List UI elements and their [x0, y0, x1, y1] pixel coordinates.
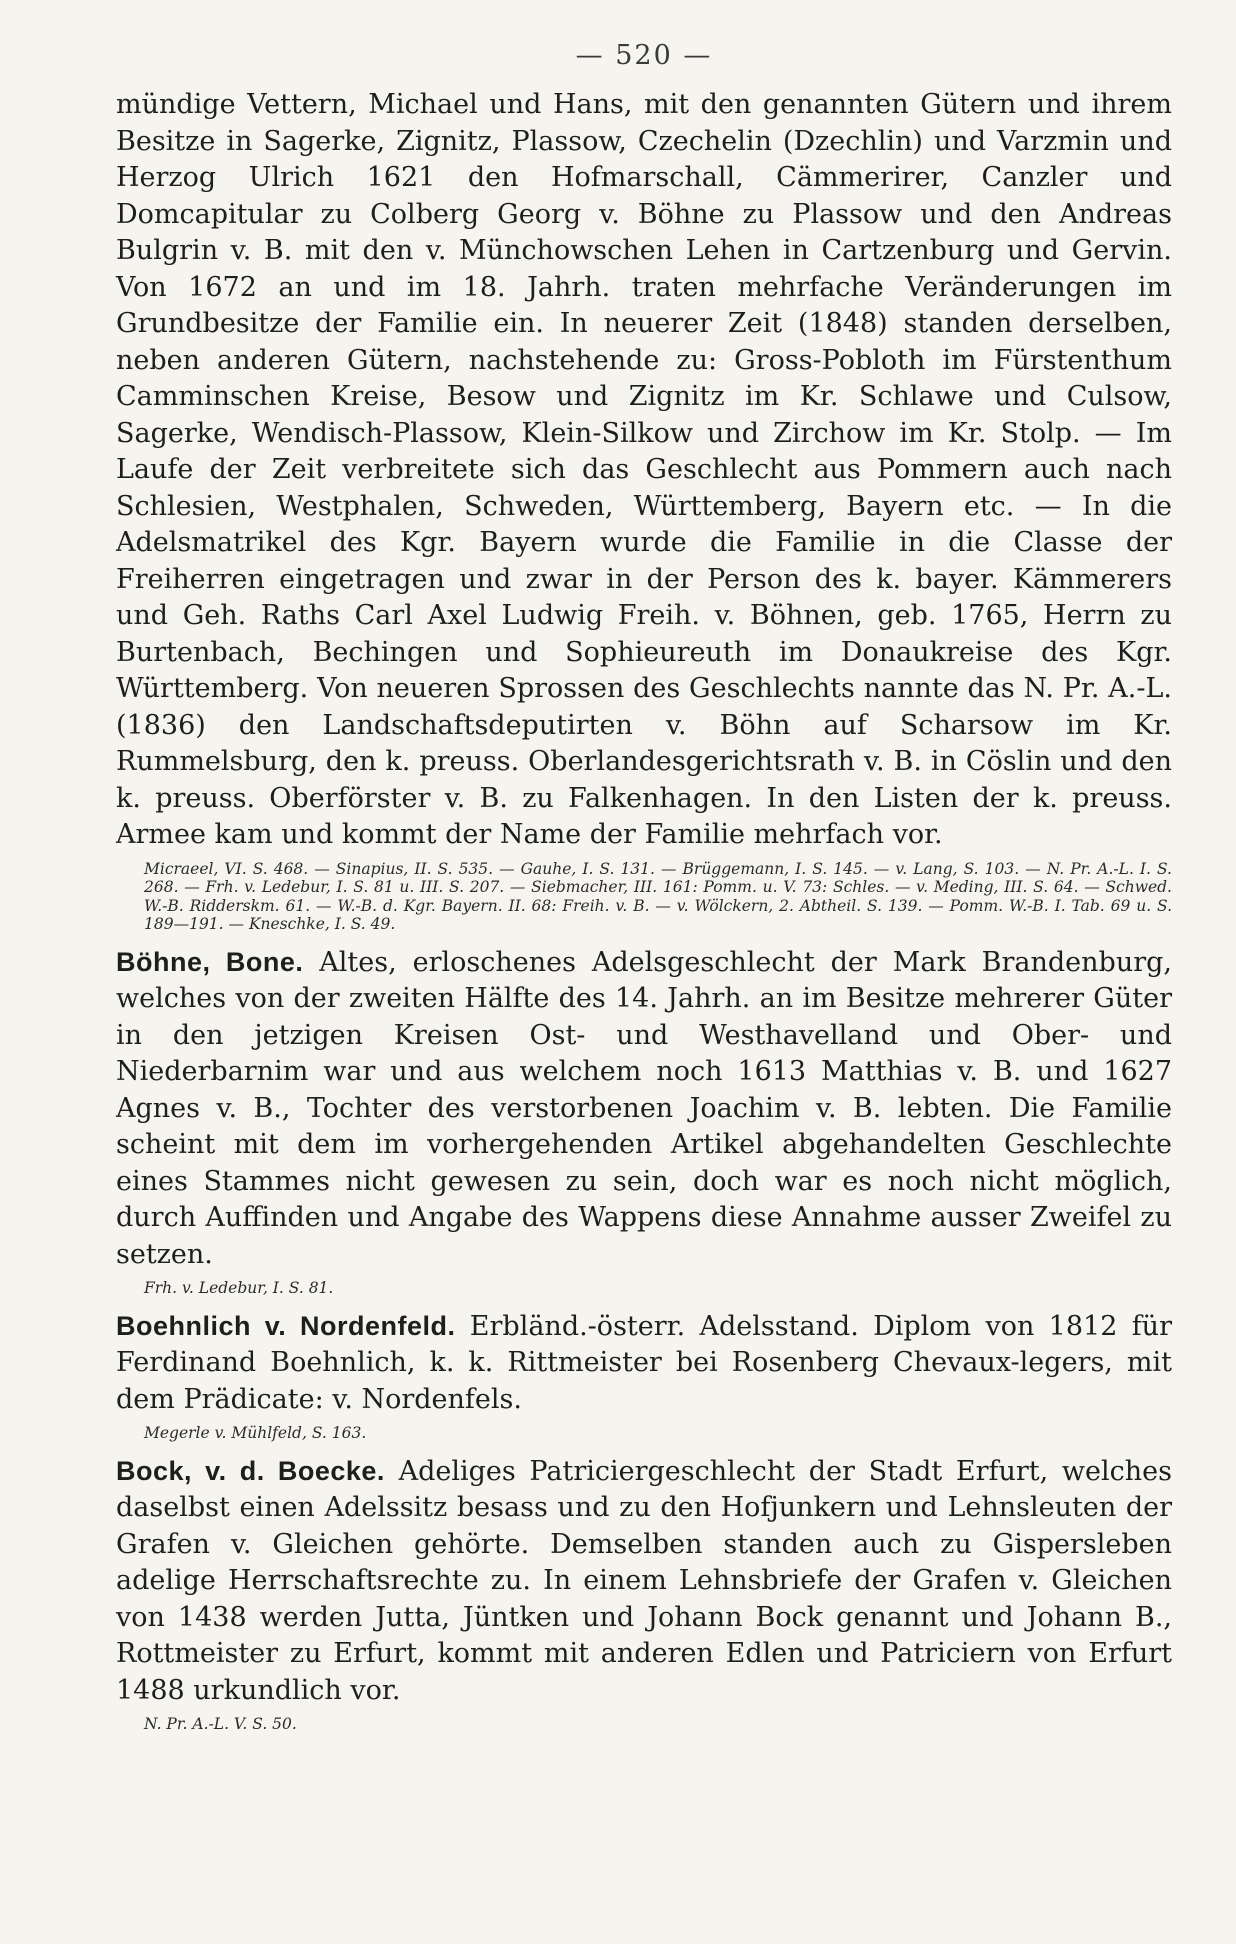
- entry-references: Micraeel, VI. S. 468. — Sinapius, II. S. 535. — Gauhe, I. S. 131. — Brüggemann, I. S. 145. — v. Lang, S. 103. — N. Pr. A.-L. I. S. 268. — Frh. v. Ledebur, I. S. 81 u. III. S. 207. — Siebmacher, III. 161: Pomm. u. V. 73: Schles. — v. Meding, III. S. 64. — Schwed. W.-B. Ridderskm. 61. — W.-B. d. Kgr. Bayern. II. 68: Freih. v. B. — v. Wölckern, 2. Abtheil. S. 139. — Pomm. W.-B. I. Tab. 69 u. S. 189—191. — Kneschke, I. S. 49.: [144, 859, 1172, 933]
- page-number: — 520 —: [575, 40, 713, 71]
- entry-references: N. Pr. A.-L. V. S. 50.: [144, 1715, 297, 1733]
- entry-headword: Böhne, Bone.: [116, 946, 304, 977]
- entry-boehn-continuation: [116, 87, 1172, 854]
- entry-text: Adeliges Patriciergeschlecht der Stadt Erfurt, welches daselbst einen Adelssitz besass und zu den Hofjunkern und Lehnsleuten der Grafen v. Gleichen gehörte. Demselben standen auch zu Gispersleben adelige Herrschaftsrechte zu. In einem Lehnsbriefe der Grafen v. Gleichen von 1438 werden Jutta, Jüntken und Johann Bock genannt und Johann B., Rottmeister zu Erfurt, kommt mit anderen Edlen und Patriciern von Erfurt 1488 urkundlich vor.: [116, 1455, 1172, 1706]
- entry-references: Frh. v. Ledebur, I. S. 81.: [144, 1279, 334, 1297]
- entry-text: Altes, erloschenes Adelsgeschlecht der Mark Brandenburg, welches von der zweiten Hälfte des 14. Jahrh. an im Besitze mehrerer Güter in den jetzigen Kreisen Ost- und Westhavelland und Ober- und Niederbarnim war und aus welchem noch 1613 Matthias v. B. und 1627 Agnes v. B., Tochter des verstorbenen Joachim v. B. lebten. Die Familie scheint mit dem im vorhergehenden Artikel abgehandelten Geschlechte eines Stammes nicht gewesen zu sein, doch war es noch nicht möglich, durch Auffinden und Angabe des Wappens diese Annahme ausser Zweifel zu setzen.: [116, 946, 1172, 1270]
- entry-boehnlich: [116, 1308, 1172, 1419]
- entry-headword: Boehnlich v. Nordenfeld.: [116, 1310, 456, 1341]
- entry-boehne: [116, 944, 1172, 1274]
- entry-text: mündige Vettern, Michael und Hans, mit den genannten Gütern und ihrem Besitze in Sagerke, Zignitz, Plassow, Czechelin (Dzechlin) und Varzmin und Herzog Ulrich 1621 den Hofmarschall, Cämmerirer, Canzler und Domcapitular zu Colberg Georg v. Böhne zu Plassow und den Andreas Bulgrin v. B. mit den v. Münchowschen Lehen in Cartzenburg und Gervin. Von 1672 an und im 18. Jahrh. traten mehrfache Veränderungen im Grundbesitze der Familie ein. In neuerer Zeit (1848) standen derselben, neben anderen Gütern, nachstehende zu: Gross-Pobloth im Fürstenthum Camminschen Kreise, Besow und Zignitz im Kr. Schlawe und Culsow, Sagerke, Wendisch-Plassow, Klein-Silkow und Zirchow im Kr. Stolp. — Im Laufe der Zeit verbreitete sich das Geschlecht aus Pommern auch nach Schlesien, Westphalen, Schweden, Württemberg, Bayern etc. — In die Adelsmatrikel des Kgr. Bayern wurde die Familie in die Classe der Freiherren eingetragen und zwar in der Person des k. bayer. Kämmerers und Geh. Raths Carl Axel Ludwig Freih. v. Böhnen, geb. 1765, Herrn zu Burtenbach, Bechingen und Sophieureuth im Donaukreise des Kgr. Württemberg. Von neueren Sprossen des Geschlechts nannte das N. Pr. A.-L. (1836) den Landschaftsdeputirten v. Böhn auf Scharsow im Kr. Rummelsburg, den k. preuss. Oberlandesgerichtsrath v. B. in Cöslin und den k. preuss. Oberförster v. B. zu Falkenhagen. In den Listen der k. preuss. Armee kam und kommt der Name der Familie mehrfach vor.: [116, 89, 1172, 850]
- entry-text: Erbländ.-österr. Adelsstand. Diplom von 1812 für Ferdinand Boehnlich, k. k. Rittmeister bei Rosenberg Chevaux-legers, mit dem Prädicate: v. Nordenfels.: [116, 1310, 1172, 1415]
- entry-bock: [116, 1453, 1172, 1710]
- entry-references: Megerle v. Mühlfeld, S. 163.: [144, 1424, 367, 1442]
- entry-headword: Bock, v. d. Boecke.: [116, 1455, 385, 1486]
